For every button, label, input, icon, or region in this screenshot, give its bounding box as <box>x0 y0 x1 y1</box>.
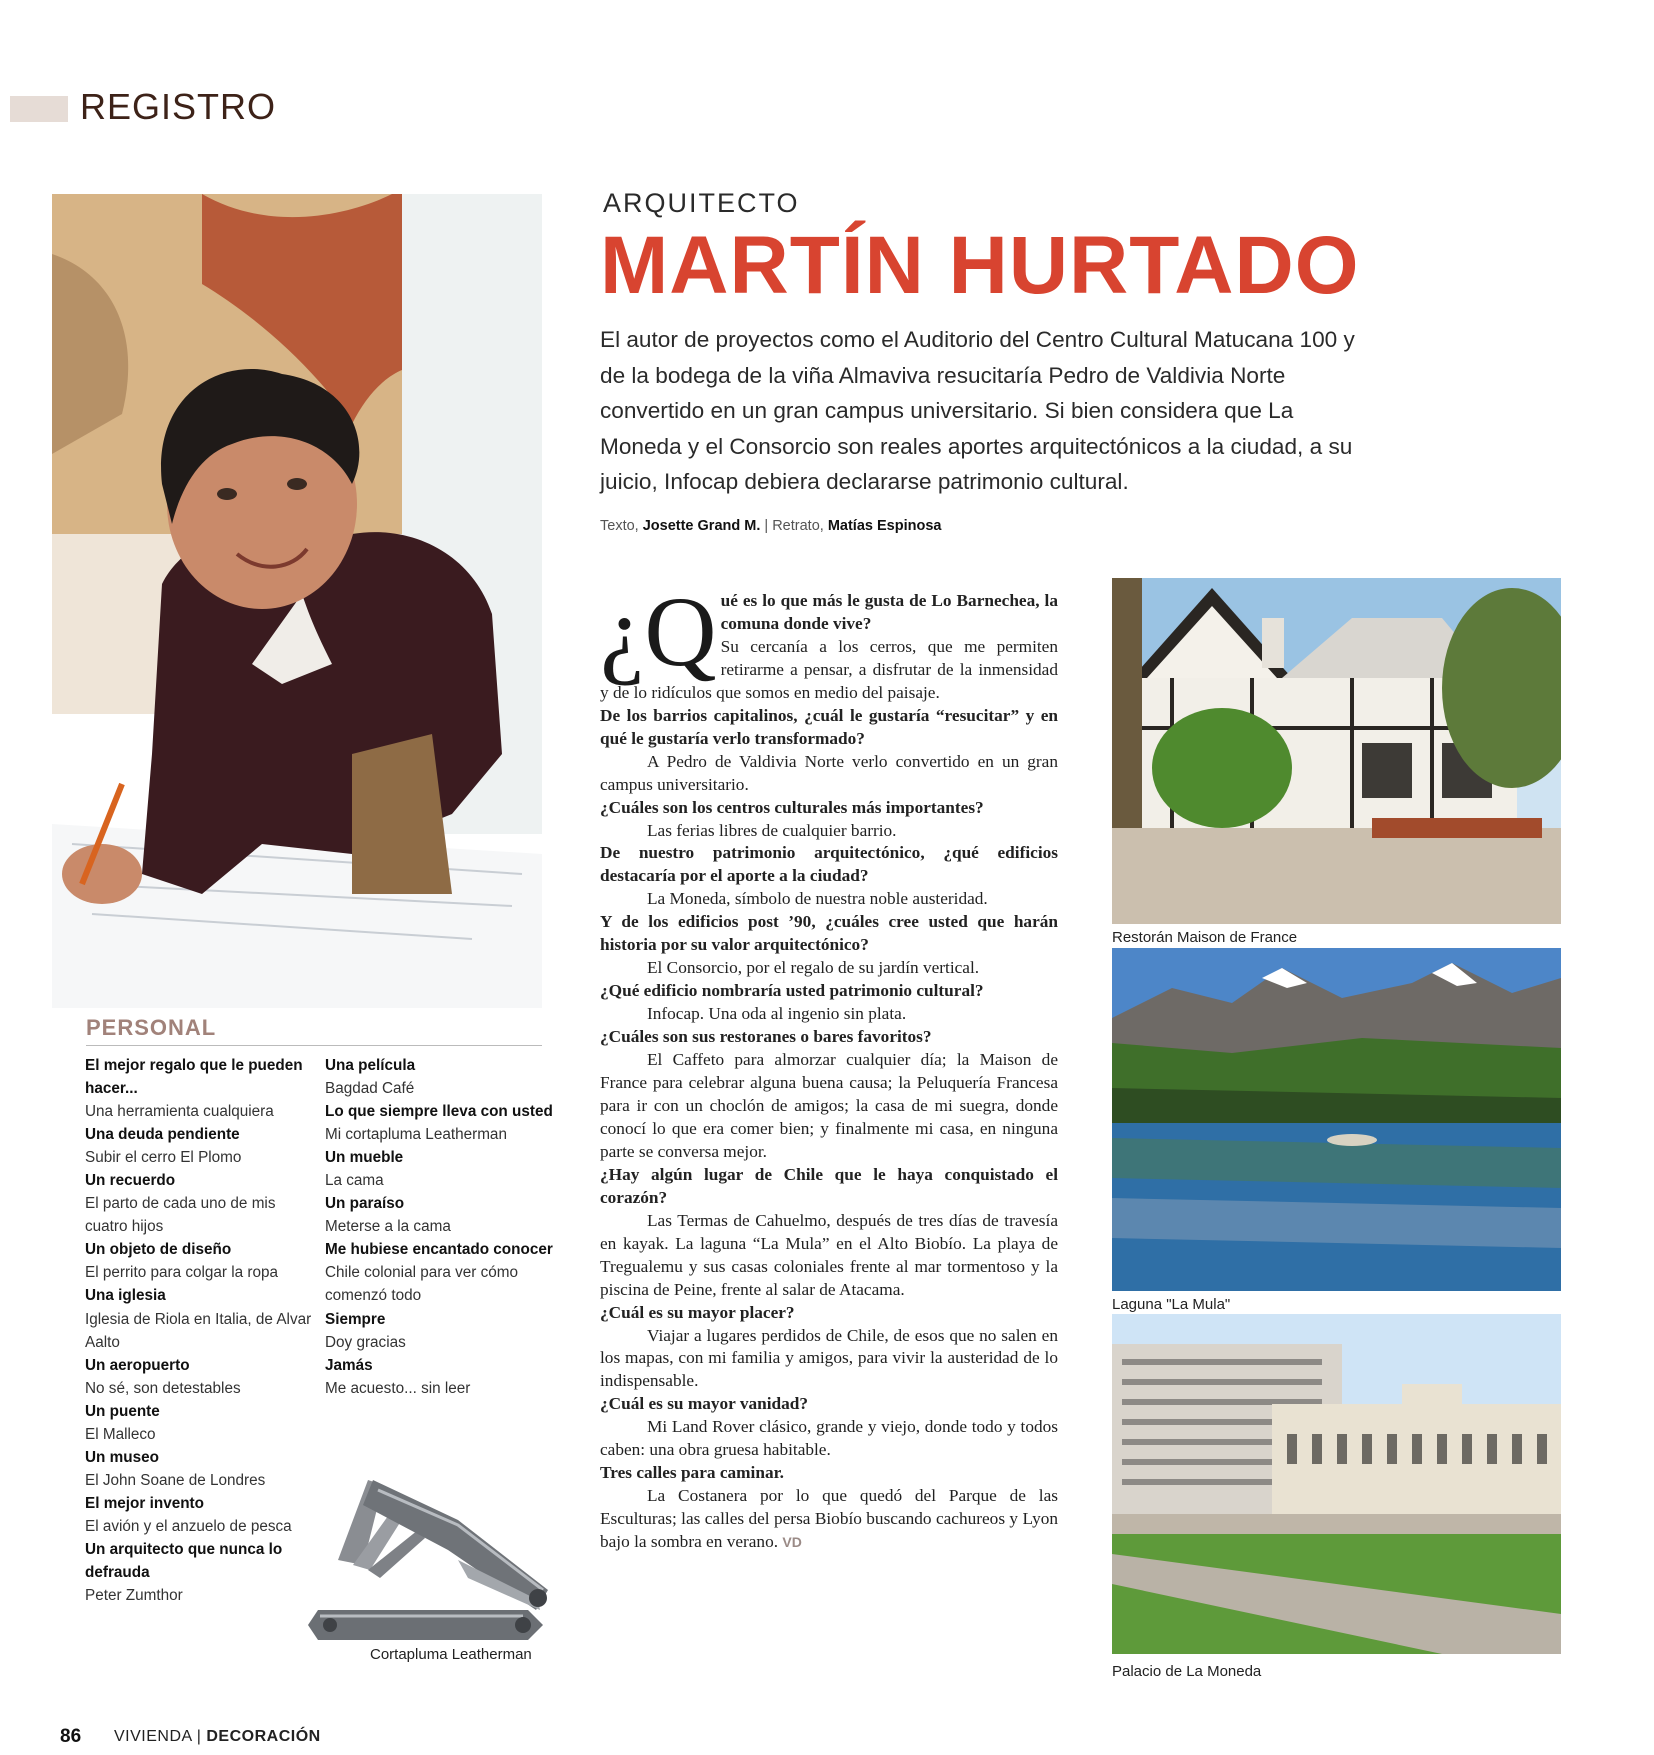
interview-question: De nuestro patrimonio arquitectónico, ¿qué edificios destacaría por el aporte a la ciudad? <box>600 843 1058 886</box>
interview-question: ¿Cuáles son sus restoranes o bares favoritos? <box>600 1027 932 1047</box>
personal-answer: Meterse a la cama <box>325 1218 451 1236</box>
personal-question: Lo que siempre lleva con usted <box>325 1103 553 1121</box>
personal-question: Una película <box>325 1057 416 1074</box>
personal-answer: Peter Zumthor <box>85 1587 183 1605</box>
interview-answer-text: La Moneda, símbolo de nuestra noble austeridad. <box>647 889 988 909</box>
personal-answer: El avión y el anzuelo de pesca <box>85 1517 292 1535</box>
multitool-icon <box>308 1460 573 1650</box>
personal-title: PERSONAL <box>86 1015 217 1040</box>
interview-answer-text: El Caffeto para almorzar cualquier día; la Maison de France para celebrar alguna buena causa; la Peluquería Francesa para ir con un choclón de amigos; la casa de mi suegra, donde conocí lo que era comer bien; y finalmente mi casa, en ninguna parte se conversa mejor. <box>600 1050 1058 1161</box>
multitool-photo <box>308 1460 573 1650</box>
personal-answer: Doy gracias <box>325 1333 406 1351</box>
interview-answer <box>600 1416 1058 1462</box>
personal-answer: Mi cortapluma Leatherman <box>325 1126 507 1144</box>
personal-answer: Chile colonial para ver cómo comenzó todo <box>325 1264 519 1305</box>
personal-question: Jamás <box>325 1356 373 1374</box>
magazine-separator: | <box>196 1728 202 1745</box>
personal-question: Me hubiese encantado conocer <box>325 1241 553 1259</box>
interview-question: ¿Cuál es su mayor vanidad? <box>600 1394 809 1414</box>
interview-answer <box>600 957 1058 980</box>
interview-body <box>600 576 1058 1554</box>
photo-palacio-la-moneda <box>1112 1314 1561 1654</box>
photo-laguna-la-mula-illustration <box>1112 948 1561 1291</box>
interview-answer-text: Infocap. Una oda al ingenio sin plata. <box>647 1004 907 1024</box>
interview-answer <box>600 751 1058 797</box>
interview-question: ¿Cuál es su mayor placer? <box>600 1302 795 1322</box>
interview-question: De los barrios capitalinos, ¿cuál le gustaría “resucitar” y en qué le gustaría verlo transformado? <box>600 705 1058 748</box>
personal-question: Un aeropuerto <box>85 1356 190 1374</box>
interview-answer <box>600 1485 1058 1554</box>
photo-maison-de-france-illustration <box>1112 578 1561 924</box>
article-kicker: ARQUITECTO <box>603 188 800 218</box>
interview-question: ¿Qué edificio nombraría usted patrimonio cultural? <box>600 981 984 1001</box>
interview-answer: Su cercanía a los cerros, que me permiten retirarme a pensar, a disfrutar de la inmensidad y de lo ridículos que somos en medio del paisaje. <box>600 636 1058 702</box>
personal-question: Una iglesia <box>85 1287 166 1305</box>
photo-caption: Palacio de La Moneda <box>1112 1663 1262 1680</box>
personal-answer: Bagdad Café <box>325 1080 415 1098</box>
interview-answer-text: El Consorcio, por el regalo de su jardín vertical. <box>647 958 980 978</box>
interview-answer <box>600 1049 1058 1164</box>
portrait-photo <box>52 194 542 1008</box>
interview-question: Y de los edificios post ’90, ¿cuáles cree usted que harán historia por su valor arquitectónico? <box>600 912 1058 955</box>
personal-question: Un objeto de diseño <box>85 1241 232 1259</box>
magazine-name-left: VIVIENDA <box>114 1728 192 1745</box>
portrait-illustration <box>52 194 542 1008</box>
interview-answer-text: La Costanera por lo que quedó del Parque de las Esculturas; las calles del persa Biobío buscando cachureos y Lyon bajo la sombra en verano. <box>600 1486 1058 1552</box>
personal-question: Un puente <box>85 1402 160 1420</box>
photo-palacio-la-moneda-illustration <box>1112 1314 1561 1654</box>
personal-answer: Iglesia de Riola en Italia, de Alvar Aalto <box>85 1310 312 1351</box>
article-intro: El autor de proyectos como el Auditorio del Centro Cultural Matucana 100 y de la bodega de la viña Almaviva resucitaría Pedro de Valdivia Norte convertido en un gran campus universitario. Si bien considera que La Moneda y el Consorcio son reales aportes arquitectónicos a la ciudad, a su juicio, Infocap debiera declararse patrimonio cultural. <box>600 327 1355 494</box>
interview-question: Tres calles para caminar. <box>600 1463 784 1483</box>
personal-answer: Subir el cerro El Plomo <box>85 1149 242 1167</box>
personal-question: Un arquitecto que nunca lo defrauda <box>85 1540 283 1582</box>
credits-text-author: Josette Grand M. <box>642 518 761 534</box>
interview-answer <box>600 888 1058 911</box>
personal-answer: El John Soane de Londres <box>85 1471 266 1489</box>
interview-qa-list <box>600 705 1058 1554</box>
personal-answer: La cama <box>325 1172 384 1190</box>
section-color-bar <box>10 96 68 122</box>
interview-question: ué es lo que más le gusta de Lo Barnechea, la comuna donde vive? <box>720 591 1058 633</box>
personal-column-right <box>325 1054 555 1400</box>
interview-answer <box>600 1210 1058 1302</box>
personal-answer: Una herramienta cualquiera <box>85 1103 274 1121</box>
page-number: 86 <box>60 1726 82 1747</box>
magazine-footer <box>114 1728 321 1746</box>
personal-question: Siempre <box>325 1310 386 1328</box>
magazine-name-right: DECORACIÓN <box>206 1728 321 1745</box>
personal-question: Un paraíso <box>325 1195 405 1213</box>
interview-answer-text: Viajar a lugares perdidos de Chile, de esos que no salen en los mapas, con mi familia y amigos, para vivir la austeridad de lo indispensable. <box>600 1325 1058 1391</box>
drop-cap: ¿Q <box>600 576 717 687</box>
personal-divider <box>86 1045 542 1046</box>
personal-question: El mejor regalo que le pueden hacer... <box>85 1057 303 1098</box>
article-headline: MARTÍN HURTADO <box>600 220 1360 311</box>
interview-question: ¿Cuáles son los centros culturales más importantes? <box>600 797 984 817</box>
credits-photo-label: Retrato, <box>772 518 824 534</box>
personal-question: Un recuerdo <box>85 1172 176 1190</box>
multitool-caption: Cortapluma Leatherman <box>370 1646 532 1663</box>
interview-answer <box>600 1003 1058 1026</box>
photo-caption: Laguna "La Mula" <box>1112 1296 1231 1313</box>
photo-laguna-la-mula <box>1112 948 1561 1291</box>
end-mark: VD <box>782 1534 802 1551</box>
personal-answer: El Malleco <box>85 1425 156 1443</box>
interview-answer-text: Las ferias libres de cualquier barrio. <box>647 820 897 840</box>
interview-answer-text: Las Termas de Cahuelmo, después de tres días de travesía en kayak. La laguna “La Mula” en el Alto Biobío. La playa de Tregualemu y sus casas coloniales frente al mar tormentoso y la piscina de Peine, frente al salar de Atacama. <box>600 1210 1058 1299</box>
personal-question: El mejor invento <box>85 1494 204 1512</box>
section-label: REGISTRO <box>80 86 277 127</box>
personal-question: Un museo <box>85 1448 159 1466</box>
personal-question: Una deuda pendiente <box>85 1126 240 1144</box>
interview-answer-text: Mi Land Rover clásico, grande y viejo, donde todo y todos caben: una obra gruesa habitable. <box>600 1417 1058 1460</box>
credits-separator: | <box>764 518 769 534</box>
credits-text-label: Texto, <box>600 518 639 534</box>
photo-maison-de-france <box>1112 578 1561 924</box>
personal-question: Un mueble <box>325 1149 404 1167</box>
interview-question: ¿Hay algún lugar de Chile que le haya conquistado el corazón? <box>600 1164 1058 1207</box>
photo-caption: Restorán Maison de France <box>1112 929 1298 946</box>
personal-answer: Me acuesto... sin leer <box>325 1379 471 1397</box>
interview-answer-text: A Pedro de Valdivia Norte verlo convertido en un gran campus universitario. <box>600 751 1058 794</box>
personal-answer: No sé, son detestables <box>85 1379 241 1397</box>
credits-photo-author: Matías Espinosa <box>827 518 942 534</box>
interview-answer <box>600 1325 1058 1394</box>
article-credits <box>600 518 941 534</box>
interview-answer <box>600 820 1058 843</box>
personal-answer: El parto de cada uno de mis cuatro hijos <box>85 1195 276 1236</box>
personal-column-left <box>85 1054 315 1607</box>
personal-answer: El perrito para colgar la ropa <box>85 1264 279 1282</box>
